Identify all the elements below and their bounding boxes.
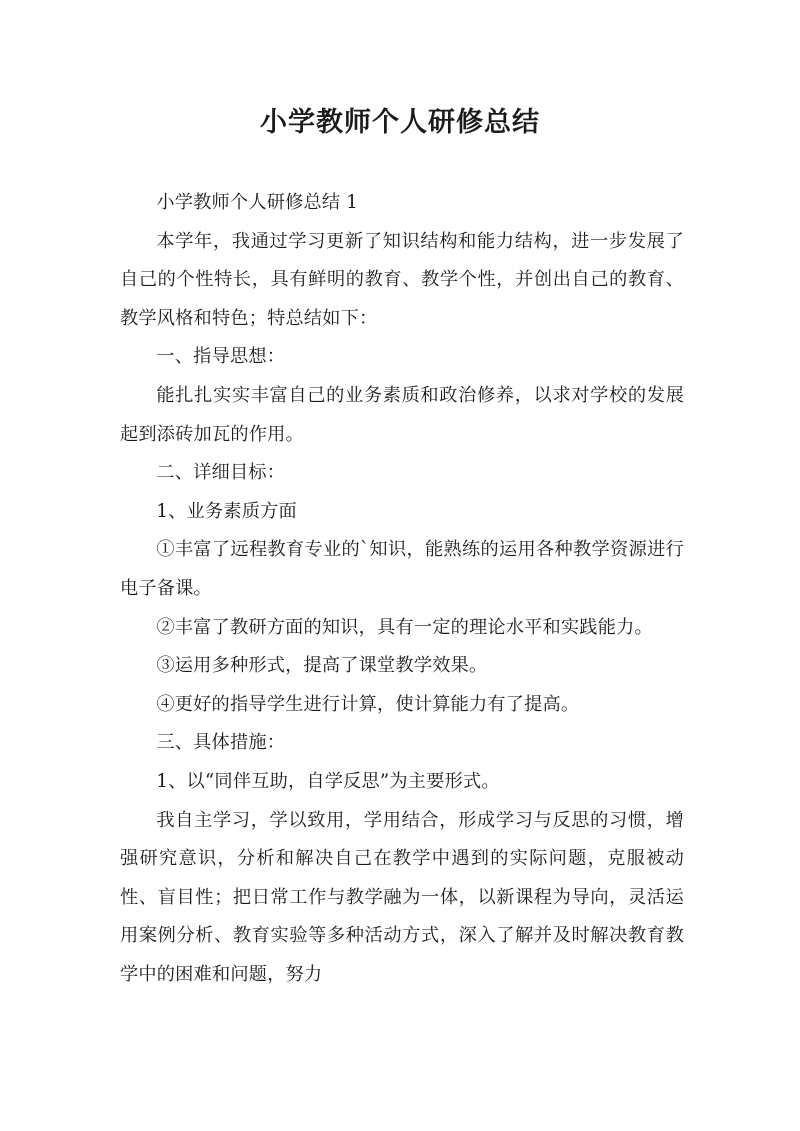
document-body (120, 184, 684, 994)
document-title: 小学教师个人研修总结 (260, 107, 540, 138)
subtitle-heading: 小学教师个人研修总结 1 (156, 192, 359, 213)
section-heading-specific-measures: 三、具体措施： (156, 732, 286, 754)
guiding-thought-paragraph: 能扎扎实实丰富自己的业务素质和政治修养，以求对学校的发展起到添砖加瓦的作用。 (120, 384, 684, 445)
subheading-professional-quality: 1、业务素质方面 (156, 500, 297, 522)
goal-item-3: ③运用多种形式，提高了课堂教学效果。 (156, 655, 488, 677)
measure-paragraph: 我自主学习，学以致用，学用结合，形成学习与反思的习惯，增强研究意识，分析和解决自己在教学中遇到的实际问题，克服被动性、盲目性；把日常工作与教学融为一体，以新课程为导向，灵活运用案例分析、教育实验等多种活动方式，深入了解并及时解决教育教学中的困难和问题，努力 (120, 809, 684, 985)
goal-item-1: ①丰富了远程教育专业的`知识，能熟练的运用各种教学资源进行电子备课。 (120, 539, 684, 599)
measure-item-1: 1、以“同伴互助，自学反思”为主要形式。 (156, 770, 500, 792)
section-heading-detailed-goals: 二、详细目标： (156, 462, 286, 484)
section-heading-guiding-thought: 一、指导思想： (156, 346, 286, 368)
goal-item-4: ④更好的指导学生进行计算，使计算能力有了提高。 (156, 693, 580, 715)
intro-paragraph: 本学年，我通过学习更新了知识结构和能力结构，进一步发展了自己的个性特长，具有鲜明的教育、教学个性，并创出自己的教育、教学风格和特色；特总结如下： (120, 230, 684, 329)
goal-item-2: ②丰富了教研方面的知识，具有一定的理论水平和实践能力。 (156, 616, 653, 638)
